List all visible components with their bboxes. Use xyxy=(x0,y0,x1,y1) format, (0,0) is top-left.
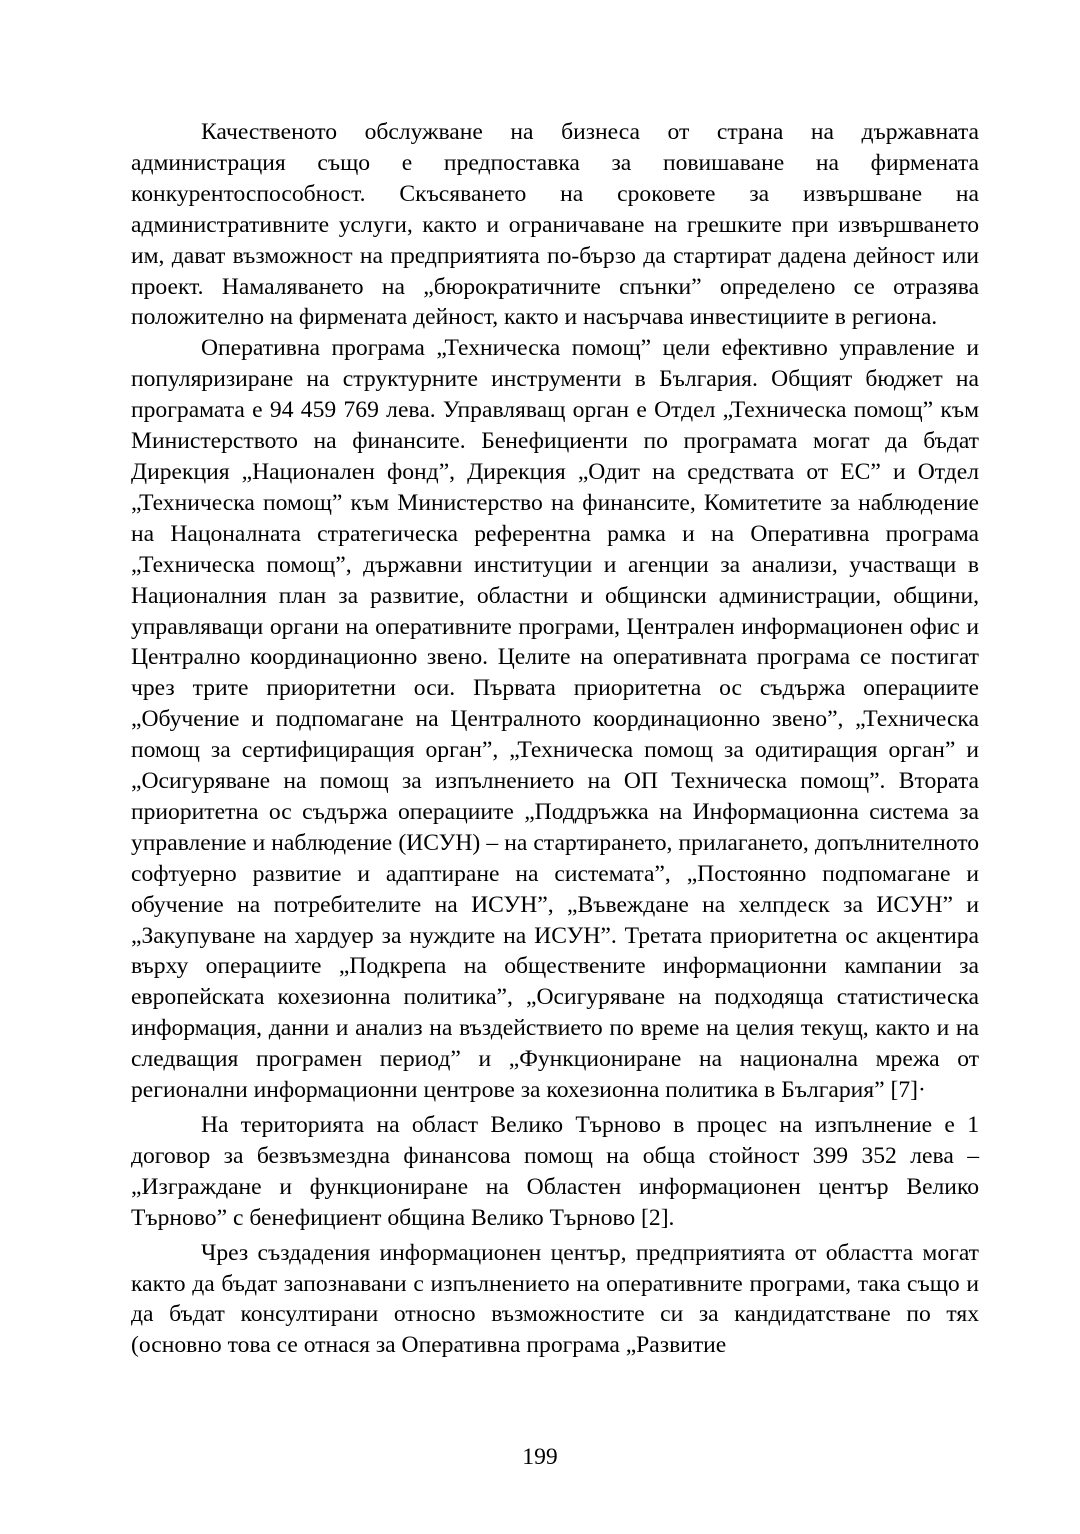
paragraph-technical-assistance-program: Оперативна програма „Техническа помощ” цели ефективно управление и популяризиране на структурните инструменти в България. Общият бюджет на програмата е 94 459 769 лева. Управляващ орган е Отдел „Техническа помощ” към Министерството на финансите. Бенефициенти по програмата могат да бъдат Дирекция „Национален фонд”, Дирекция „Одит на средствата от ЕС” и Отдел „Техническа помощ” към Министерство на финансите, Комитетите за наблюдение на Нацоналната стратегическа референтна рамка и на Оперативна програма „Техническа помощ”, държавни институции и агенции за анализи, участващи в Националния план за развитие, областни и общински администрации, общини, управляващи органи на оперативните програми, Централен информационен офис и Централно координационно звено. Целите на оперативната програма се постигат чрез трите приоритетни оси. Първата приоритетна ос съдържа операциите „Обучение и подпомагане на Централното координационно звено”, „Техническа помощ за сертифициращия орган”, „Техническа помощ за одитиращия орган” и „Осигуряване на помощ за изпълнението на ОП Техническа помощ”. Втората приоритетна ос съдържа операциите „Поддръжка на Информационна система за управление и наблюдение (ИСУН) – на стартирането, прилагането, допълнителното софтуерно развитие и адаптиране на системата”, „Постоянно подпомагане и обучение на потребителите на ИСУН”, „Въвеждане на хелпдеск за ИСУН” и „Закупуване на хардуер за нуждите на ИСУН”. Третата приоритетна ос акцентира върху операциите „Подкрепа на обществените информационни кампании за европейската кохезионна политика”, „Осигуряване на подходяща статистическа информация, данни и анализ на въздействието по време на целия текущ, както и на следващия програмен период” и „Функциониране на национална мрежа от регионални информационни центрове за кохезионна политика в България” [7]· xyxy=(131,335,979,1104)
paragraph-veliko-tarnovo-contract: На територията на област Велико Търново в процес на изпълнение е 1 договор за безвъзмездна финансова помощ на обща стойност 399 352 лева – „Изграждане и функциониране на Областен информационен център Велико Търново” с бенефициент община Велико Търново [2]. xyxy=(131,1112,979,1231)
paragraph-business-service: Качественото обслужване на бизнеса от страна на държавната администрация също е предпоставка за повишаване на фирмената конкурентоспособност. Скъсяването на сроковете за извършване на административните услуги, както и ограничаване на грешките при извършването им, дават възможност на предприятията по-бързо да стартират дадена дейност или проект. Намаляването на „бюрократичните спънки” определено се отразява положително на фирмената дейност, както и насърчава инвестициите в региона. xyxy=(131,119,979,331)
paragraph-information-center: Чрез създадения информационен център, предприятията от областта могат както да бъдат запознавани с изпълнението на оперативните програми, така също и да бъдат консултирани относно възможностите си за кандидатстване по тях (основно това се отнася за Оперативна програма „Развитие xyxy=(131,1239,979,1359)
body-text xyxy=(131,117,979,1361)
page-number: 199 xyxy=(522,1444,558,1470)
